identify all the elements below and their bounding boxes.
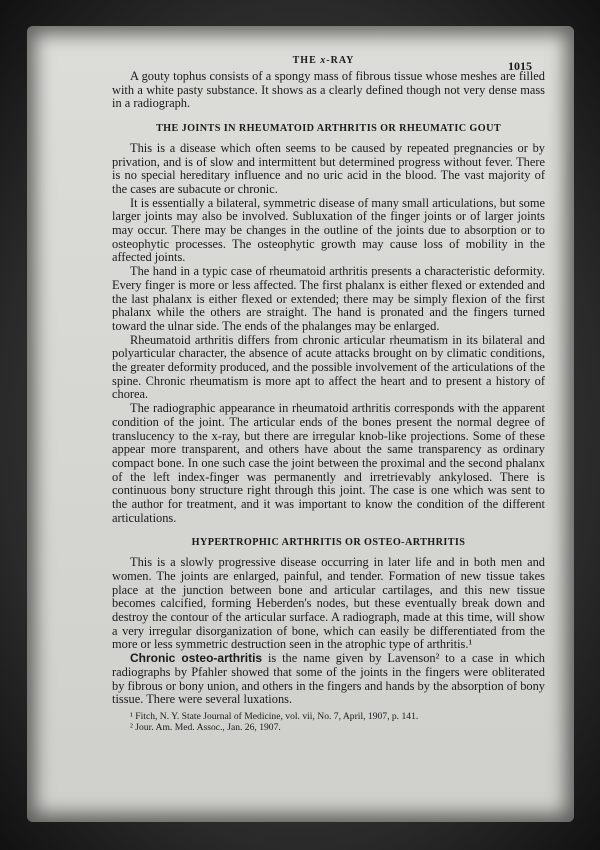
paragraph: It is essentially a bilateral, symmetric disease of many small articulations, but some larger joints may also be involved. Subluxation of the finger joints or of larger joints may occur. There may be changes in the outline of the joints due to absorption or to osteophytic processes. The osteophytic growth may cause loss of mobility in the affected joints.: [112, 195, 545, 265]
page-number: 1015: [508, 59, 532, 73]
section-heading-rheumatoid: THE JOINTS IN RHEUMATOID ARTHRITIS OR RHEUMATIC GOUT: [155, 123, 502, 135]
paragraph: Rheumatoid arthritis differs from chronic articular rheumatism in its bilateral and polyarticular character, the absence of acute attacks brought on by climatic conditions, the greater deformity produced, and the possible involvement of the articulations of the spine. Chronic rheumatism is more apt to affect the heart and to present a history of chorea.: [112, 332, 545, 402]
footnotes: [112, 712, 545, 733]
bold-term: Chronic osteo-arthritis: [130, 651, 263, 666]
footnote-1: ¹ Fitch, N. Y. State Journal of Medicine, vol. vii, No. 7, April, 1907, p. 141.: [130, 710, 419, 722]
footnote-2: ² Jour. Am. Med. Assoc., Jan. 26, 1907.: [130, 721, 281, 733]
paragraph-chronic-osteo-arthritis: [112, 652, 545, 707]
book-page: [27, 26, 574, 822]
paragraph: This is a slowly progressive disease occurring in later life and in both men and women. The joints are enlarged, painful, and tender. Formation of new tissue takes place at the junction between bone and articular cartilages, and this new tissue becomes calcified, forming Heberden's nodes, but these eventually break down and destroy the contour of the articular surface. A radiograph, made at this time, will show a very irregular disorganization of bone, which can easily be differentiated from the more or less symmetric destruction seen in the atrophic type of arthritis.¹: [112, 555, 545, 652]
running-head: THE x-RAY: [292, 55, 355, 66]
page-body: [112, 70, 545, 733]
section-heading-hypertrophic: HYPERTROPHIC ARTHRITIS OR OSTEO-ARTHRITIS: [191, 536, 466, 548]
paragraph: The hand in a typic case of rheumatoid arthritis presents a characteristic deformity. Every finger is more or less affected. The first phalanx is either flexed or extended and the last phalanx is either flexed or extended; there may be simply flexion of the first phalanx while the others are straight. The hand is pronated and the fingers turned toward the ulnar side. The ends of the phalanges may be enlarged.: [112, 264, 545, 333]
paragraph: This is a disease which often seems to be caused by repeated pregnancies or by privation, and is of slow and intermittent but determined progress without fever. There is no special hereditary influence and no uric acid in the blood. The vast majority of the cases are subacute or chronic.: [112, 140, 545, 196]
intro-paragraph: A gouty tophus consists of a spongy mass of fibrous tissue whose meshes are filled with a white pasty substance. It shows as a clearly defined though not very dense mass in a radiograph.: [112, 69, 545, 111]
paragraph: The radiographic appearance in rheumatoid arthritis corresponds with the apparent condition of the joint. The articular ends of the bones present the normal degree of translucency to the x-ray, but there are irregular knob-like projections. Some of these appear more transparent, and others have about the same transparency as ordinary compact bone. In one such case the joint between the proximal and the second phalanx of the left index-finger was permanently and irretrievably ankylosed. There is continuous bony structure right through this joint. The case is one which was sent to the author for treatment, and it was important to know the condition of the different articulations.: [112, 401, 545, 525]
paragraph-text: is the name given by Lavenson² to a case in which radiographs by Pfahler showed that some of the joints in the fingers were obliterated by fibrous or bony union, and others in the fingers and hands by the absorption of bony tissue. There were several luxations.: [112, 651, 545, 707]
